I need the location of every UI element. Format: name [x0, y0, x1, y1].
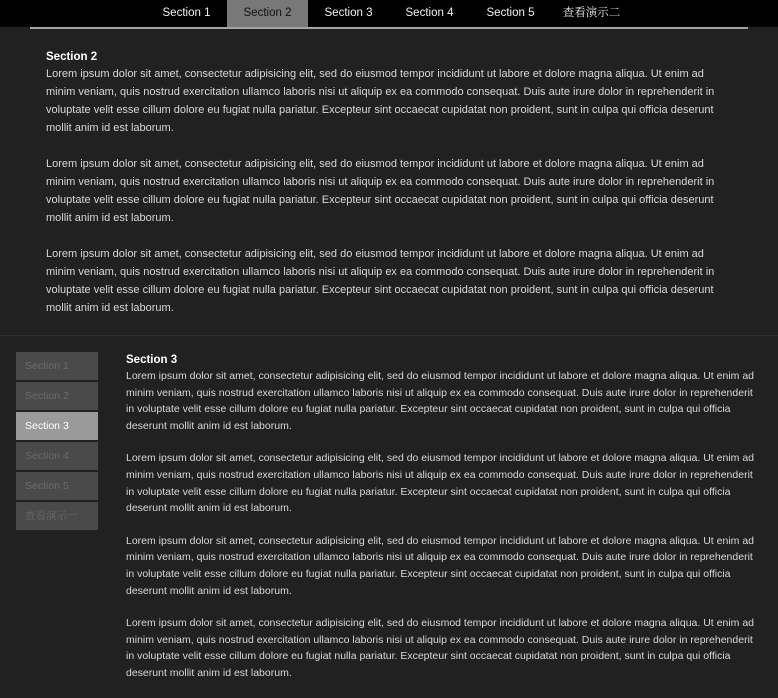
section-3-title: Section 3 [126, 354, 178, 366]
section-2-content [46, 50, 736, 335]
side-nav [16, 352, 98, 532]
side-nav-item-section-2[interactable]: Section 2 [16, 382, 98, 410]
top-nav-item-section-4[interactable]: Section 4 [405, 7, 454, 19]
top-nav-item-section-1[interactable]: Section 1 [162, 7, 211, 19]
section-2-paragraph: Lorem ipsum dolor sit amet, consectetur adipisicing elit, sed do eiusmod tempor incididunt ut labore et dolore magna aliqua. Ut enim ad minim veniam, quis nostrud exercitation ullamco laboris nisi ut aliquip ex ea commodo consequat. Duis aute irure dolor in reprehenderit in voluptate velit esse cillum dolore eu fugiat nulla pariatur. Excepteur sint occaecat cupidatat non proident, sunt in culpa qui officia deserunt mollit anim id est laborum. [46, 68, 715, 134]
side-nav-item-section-3[interactable]: Section 3 [16, 412, 98, 440]
top-nav-underline [30, 27, 748, 29]
section-3-paragraph: Lorem ipsum dolor sit amet, consectetur adipisicing elit, sed do eiusmod tempor incididunt ut labore et dolore magna aliqua. Ut enim ad minim veniam, quis nostrud exercitation ullamco laboris nisi ut aliquip ex ea commodo consequat. Duis aute irure dolor in reprehenderit in voluptate velit esse cillum dolore eu fugiat nulla pariatur. Excepteur sint occaecat cupidatat non proident, sunt in culpa qui officia deserunt mollit anim id est laborum. [126, 370, 755, 432]
top-nav-item-section-3[interactable]: Section 3 [324, 7, 373, 19]
section-2-paragraph: Lorem ipsum dolor sit amet, consectetur adipisicing elit, sed do eiusmod tempor incididunt ut labore et dolore magna aliqua. Ut enim ad minim veniam, quis nostrud exercitation ullamco laboris nisi ut aliquip ex ea commodo consequat. Duis aute irure dolor in reprehenderit in voluptate velit esse cillum dolore eu fugiat nulla pariatur. Excepteur sint occaecat cupidatat non proident, sunt in culpa qui officia deserunt mollit anim id est laborum. [46, 158, 715, 224]
section-divider [0, 335, 778, 336]
section-2-paragraph: Lorem ipsum dolor sit amet, consectetur adipisicing elit, sed do eiusmod tempor incididunt ut labore et dolore magna aliqua. Ut enim ad minim veniam, quis nostrud exercitation ullamco laboris nisi ut aliquip ex ea commodo consequat. Duis aute irure dolor in reprehenderit in voluptate velit esse cillum dolore eu fugiat nulla pariatur. Excepteur sint occaecat cupidatat non proident, sunt in culpa qui officia deserunt mollit anim id est laborum. [46, 248, 715, 314]
section-3-paragraph: Lorem ipsum dolor sit amet, consectetur adipisicing elit, sed do eiusmod tempor incididunt ut labore et dolore magna aliqua. Ut enim ad minim veniam, quis nostrud exercitation ullamco laboris nisi ut aliquip ex ea commodo consequat. Duis aute irure dolor in reprehenderit in voluptate velit esse cillum dolore eu fugiat nulla pariatur. Excepteur sint occaecat cupidatat non proident, sunt in culpa qui officia deserunt mollit anim id est laborum. [126, 617, 755, 679]
top-nav-bar [0, 0, 778, 27]
section-3-paragraph: Lorem ipsum dolor sit amet, consectetur adipisicing elit, sed do eiusmod tempor incididunt ut labore et dolore magna aliqua. Ut enim ad minim veniam, quis nostrud exercitation ullamco laboris nisi ut aliquip ex ea commodo consequat. Duis aute irure dolor in reprehenderit in voluptate velit esse cillum dolore eu fugiat nulla pariatur. Excepteur sint occaecat cupidatat non proident, sunt in culpa qui officia deserunt mollit anim id est laborum. [126, 534, 755, 597]
top-nav-item-demo-2[interactable]: 查看演示二 [562, 7, 621, 19]
section-3-content [126, 353, 762, 698]
side-nav-item-section-5[interactable]: Section 5 [16, 472, 98, 500]
top-nav-item-section-2[interactable]: Section 2 [227, 0, 308, 27]
side-nav-item-section-1[interactable]: Section 1 [16, 352, 98, 380]
top-nav-item-section-5[interactable]: Section 5 [486, 7, 535, 19]
top-nav-items [146, 0, 632, 27]
side-nav-item-section-4[interactable]: Section 4 [16, 442, 98, 470]
section-3-paragraph: Lorem ipsum dolor sit amet, consectetur adipisicing elit, sed do eiusmod tempor incididunt ut labore et dolore magna aliqua. Ut enim ad minim veniam, quis nostrud exercitation ullamco laboris nisi ut aliquip ex ea commodo consequat. Duis aute irure dolor in reprehenderit in voluptate velit esse cillum dolore eu fugiat nulla pariatur. Excepteur sint occaecat cupidatat non proident, sunt in culpa qui officia deserunt mollit anim id est laborum. [126, 452, 755, 515]
section-2-title: Section 2 [46, 51, 98, 63]
side-nav-item-demo-1[interactable]: 查看演示一 [16, 502, 98, 530]
